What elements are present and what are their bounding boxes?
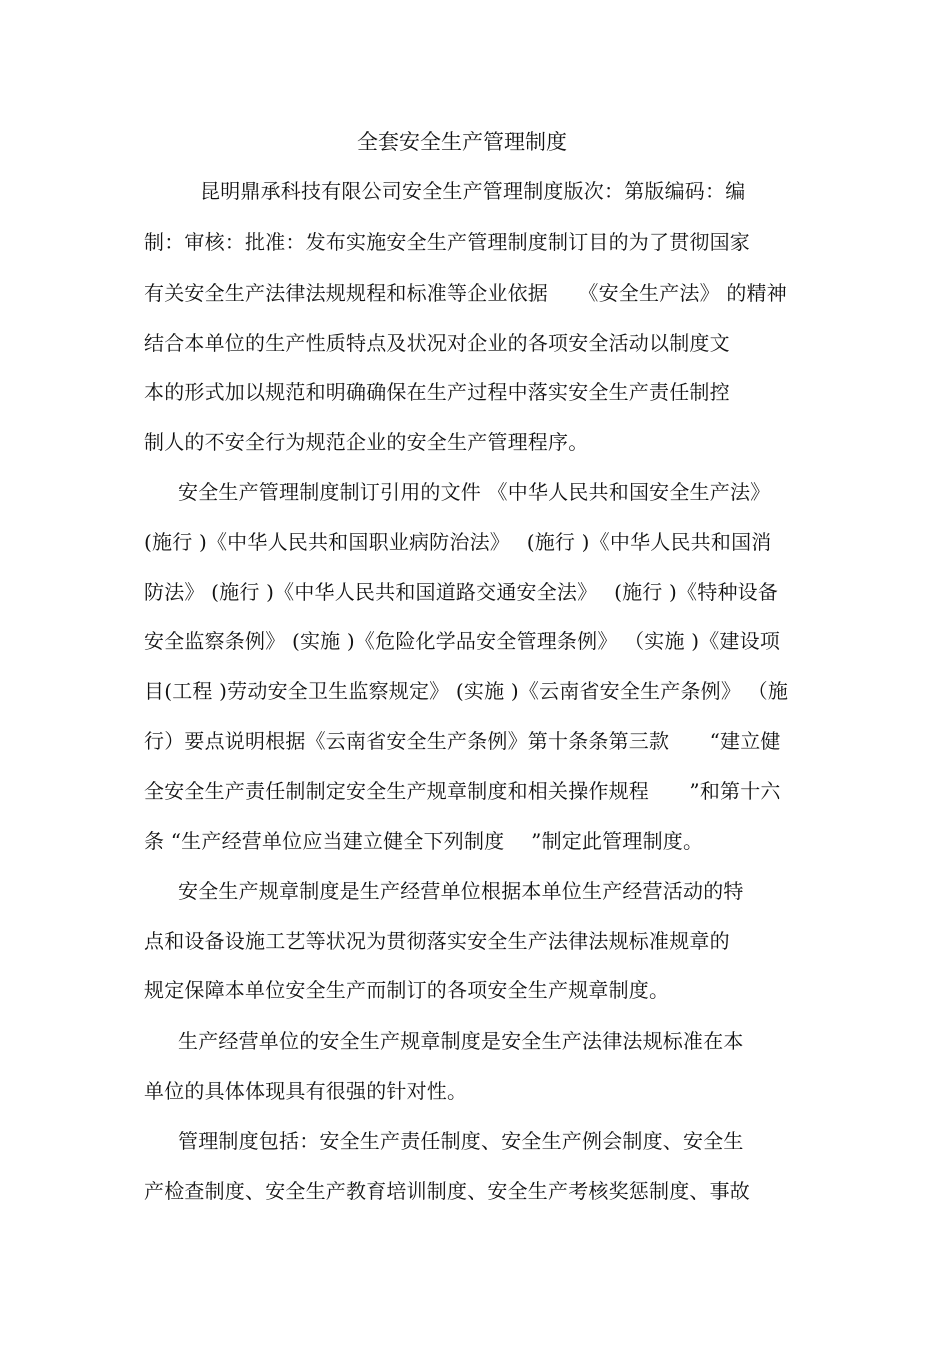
paragraph-line: 行）要点说明根据《云南省安全生产条例》第十条条第三款 “建立健: [144, 729, 781, 753]
paragraph-line: 制人的不安全行为规范企业的安全生产管理程序。: [144, 430, 589, 454]
paragraph-line: 全安全生产责任制制定安全生产规章制度和相关操作规程 ”和第十六: [144, 779, 781, 803]
paragraph-line: 安全监察条例》 (实施 )《危险化学品安全管理条例》 （实施 )《建设项: [144, 629, 781, 653]
paragraph-line: 点和设备设施工艺等状况为贯彻落实安全生产法律法规标准规章的: [144, 929, 730, 953]
paragraph-line: 管理制度包括：安全生产责任制度、安全生产例会制度、安全生: [178, 1129, 744, 1153]
paragraph-line: 安全生产管理制度制订引用的文件 《中华人民共和国安全生产法》: [178, 480, 771, 504]
paragraph-line: 结合本单位的生产性质特点及状况对企业的各项安全活动以制度文: [144, 331, 730, 355]
paragraph-line: 有关安全生产法律法规规程和标准等企业依据 《安全生产法》 的精神: [144, 281, 787, 305]
paragraph-line: 单位的具体体现具有很强的针对性。: [144, 1079, 468, 1103]
paragraph-line: 安全生产规章制度是生产经营单位根据本单位生产经营活动的特: [178, 879, 744, 903]
paragraph-line: 防法》 (施行 )《中华人民共和国道路交通安全法》 (施行 )《特种设备: [144, 580, 779, 604]
paragraph-line: 生产经营单位的安全生产规章制度是安全生产法律法规标准在本: [178, 1029, 744, 1053]
paragraph-line: 规定保障本单位安全生产而制订的各项安全生产规章制度。: [144, 978, 670, 1002]
paragraph-line: 昆明鼎承科技有限公司安全生产管理制度版次：第版编码：编: [200, 179, 746, 203]
paragraph-line: 目(工程 )劳动安全卫生监察规定》 (实施 )《云南省安全生产条例》 （施: [144, 679, 789, 703]
paragraph-line: 条 “生产经营单位应当建立健全下列制度 ”制定此管理制度。: [144, 829, 704, 853]
paragraph-line: (施行 )《中华人民共和国职业病防治法》 (施行 )《中华人民共和国消: [144, 530, 772, 554]
paragraph-line: 产检查制度、安全生产教育培训制度、安全生产考核奖惩制度、事故: [144, 1179, 750, 1203]
paragraph-line: 制：审核：批准：发布实施安全生产管理制度制订目的为了贯彻国家: [144, 230, 750, 254]
paragraph-line: 本的形式加以规范和明确确保在生产过程中落实安全生产责任制控: [144, 380, 730, 404]
document-title: 全套安全生产管理制度: [357, 130, 567, 154]
